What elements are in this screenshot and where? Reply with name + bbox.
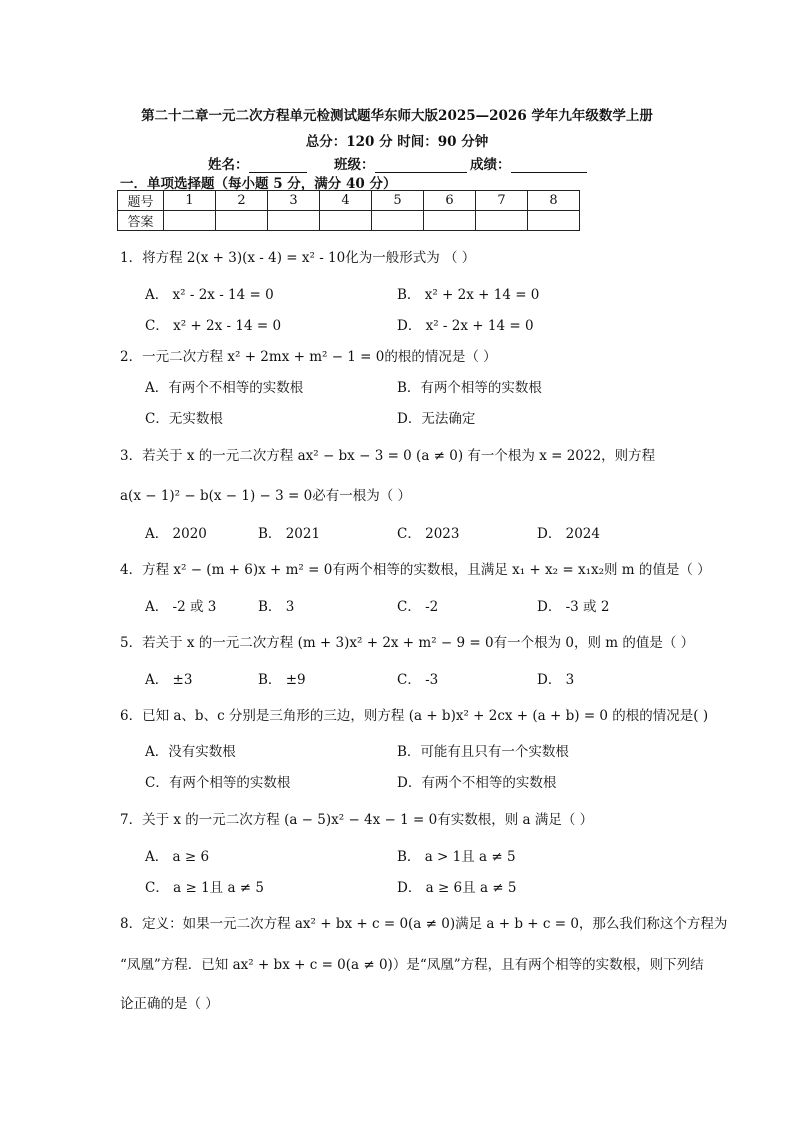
table-header-answer: 答案 xyxy=(118,211,164,231)
question-2-option-d[interactable]: D．无法确定 xyxy=(397,411,476,427)
question-3-stem-cont: a(x − 1)² − b(x − 1) − 3 = 0必有一根为（ ） xyxy=(120,488,412,504)
question-7-option-a[interactable]: A． a ≥ 6 xyxy=(145,849,210,865)
answer-cell[interactable] xyxy=(528,211,580,231)
name-label: 姓名： xyxy=(208,157,249,173)
question-8-stem-cont2: 论正确的是（ ） xyxy=(120,996,219,1012)
question-3-option-a[interactable]: A． 2020 xyxy=(145,526,207,542)
question-8-stem: 8．定义：如果一元二次方程 ax² + bx + c = 0(a ≠ 0)满足 a + b + c = 0，那么我们称这个方程为 xyxy=(120,916,728,932)
question-1-stem: 1．将方程 2(x + 3)(x - 4) = x² - 10化为一般形式为 （ ） xyxy=(120,250,476,266)
question-4-option-d[interactable]: D． -3 或 2 xyxy=(537,599,610,615)
answer-cell[interactable] xyxy=(164,211,216,231)
table-row-numbers xyxy=(118,191,580,211)
question-6-option-a[interactable]: A．没有实数根 xyxy=(145,744,236,760)
question-1-option-d[interactable]: D． x² - 2x + 14 = 0 xyxy=(397,318,534,334)
grade-field xyxy=(470,153,587,173)
grade-label: 成绩： xyxy=(470,157,511,173)
answer-cell[interactable] xyxy=(268,211,320,231)
answer-table xyxy=(117,190,580,231)
question-7-option-c[interactable]: C． a ≥ 1且 a ≠ 5 xyxy=(145,880,264,896)
question-2-option-a[interactable]: A．有两个不相等的实数根 xyxy=(145,380,304,396)
question-7-option-d[interactable]: D． a ≥ 6且 a ≠ 5 xyxy=(397,880,517,896)
question-4-option-a[interactable]: A． -2 或 3 xyxy=(145,599,217,615)
question-6-stem: 6．已知 a、b、c 分别是三角形的三边，则方程 (a + b)x² + 2cx + (a + b) = 0 的根的情况是( ) xyxy=(120,708,709,724)
score-time-line: 总分：120 分 时间：90 分钟 xyxy=(305,134,489,150)
class-label: 班级： xyxy=(334,157,375,173)
section-heading: 一．单项选择题（每小题 5 分，满分 40 分） xyxy=(120,176,397,192)
question-1-option-a[interactable]: A． x² - 2x - 14 = 0 xyxy=(145,287,274,303)
question-3-stem: 3．若关于 x 的一元二次方程 ax² − bx − 3 = 0 (a ≠ 0) 有一个根为 x = 2022，则方程 xyxy=(120,448,656,464)
table-cell-number: 7 xyxy=(476,191,528,211)
class-field xyxy=(334,153,467,173)
table-cell-number: 2 xyxy=(216,191,268,211)
question-6-option-c[interactable]: C．有两个相等的实数根 xyxy=(145,775,291,791)
question-6-option-b[interactable]: B．可能有且只有一个实数根 xyxy=(397,744,569,760)
table-cell-number: 3 xyxy=(268,191,320,211)
question-5-stem: 5．若关于 x 的一元二次方程 (m + 3)x² + 2x + m² − 9 = 0有一个根为 0，则 m 的值是（ ） xyxy=(120,635,695,651)
question-5-option-b[interactable]: B． ±9 xyxy=(258,672,306,688)
table-cell-number: 8 xyxy=(528,191,580,211)
table-cell-number: 5 xyxy=(372,191,424,211)
table-cell-number: 1 xyxy=(164,191,216,211)
answer-cell[interactable] xyxy=(320,211,372,231)
question-3-option-d[interactable]: D． 2024 xyxy=(537,526,600,542)
question-3-option-b[interactable]: B． 2021 xyxy=(258,526,321,542)
question-3-option-c[interactable]: C． 2023 xyxy=(397,526,460,542)
question-4-stem: 4．方程 x² − (m + 6)x + m² = 0有两个相等的实数根，且满足 x₁ + x₂ = x₁x₂则 m 的值是（ ） xyxy=(120,562,711,578)
question-5-option-c[interactable]: C． -3 xyxy=(397,672,439,688)
question-8-stem-cont: “凤凰”方程．已知 ax² + bx + c = 0(a ≠ 0)）是“凤凰”方程，且有两个相等的实数根，则下列结 xyxy=(120,957,704,973)
question-5-option-d[interactable]: D． 3 xyxy=(537,672,575,688)
question-7-stem: 7．关于 x 的一元二次方程 (a − 5)x² − 4x − 1 = 0有实数根，则 a 满足（ ） xyxy=(120,812,594,828)
answer-cell[interactable] xyxy=(476,211,528,231)
question-6-option-d[interactable]: D．有两个不相等的实数根 xyxy=(397,775,557,791)
table-header-number: 题号 xyxy=(118,191,164,211)
document-title: 第二十二章一元二次方程单元检测试题华东师大版2025—2026 学年九年级数学上册 xyxy=(141,108,653,124)
table-cell-number: 6 xyxy=(424,191,476,211)
question-1-option-b[interactable]: B． x² + 2x + 14 = 0 xyxy=(397,287,540,303)
question-2-option-c[interactable]: C．无实数根 xyxy=(145,411,223,427)
answer-cell[interactable] xyxy=(372,211,424,231)
answer-cell[interactable] xyxy=(216,211,268,231)
question-4-option-c[interactable]: C． -2 xyxy=(397,599,439,615)
question-2-option-b[interactable]: B．有两个相等的实数根 xyxy=(397,380,542,396)
grade-blank[interactable] xyxy=(511,158,587,173)
question-1-option-c[interactable]: C． x² + 2x - 14 = 0 xyxy=(145,318,282,334)
question-4-option-b[interactable]: B． 3 xyxy=(258,599,295,615)
question-7-option-b[interactable]: B． a > 1且 a ≠ 5 xyxy=(397,849,516,865)
table-cell-number: 4 xyxy=(320,191,372,211)
answer-cell[interactable] xyxy=(424,211,476,231)
class-blank[interactable] xyxy=(375,158,467,173)
question-5-option-a[interactable]: A． ±3 xyxy=(145,672,193,688)
table-row-answers xyxy=(118,211,580,231)
name-field xyxy=(208,153,307,173)
name-blank[interactable] xyxy=(249,158,307,173)
question-2-stem: 2．一元二次方程 x² + 2mx + m² − 1 = 0的根的情况是（ ） xyxy=(120,349,497,365)
